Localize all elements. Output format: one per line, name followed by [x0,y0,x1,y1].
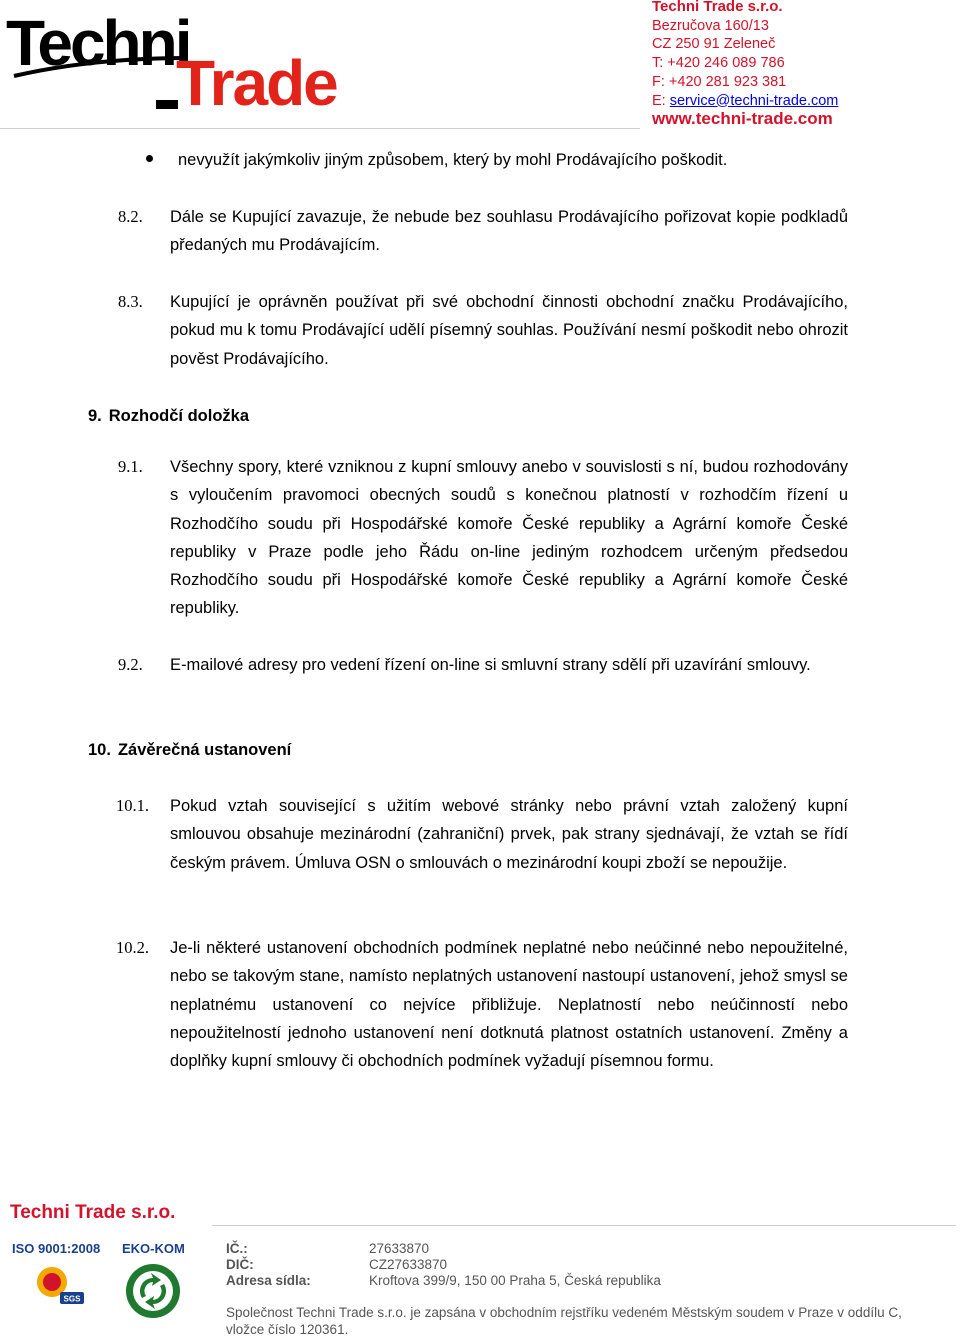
footer-address-value: Kroftova 399/9, 150 00 Praha 5, Česká republika [369,1273,661,1288]
header-phone: T: +420 246 089 786 [652,55,785,72]
header-city: CZ 250 91 Zeleneč [652,36,776,53]
sgs-certification-icon [30,1262,86,1308]
section-number-10: 10. [88,741,111,759]
clause-text-10-1: Pokud vztah související s užitím webové stránky nebo právní vztah založený kupní smlouvou obsahuje mezinárodní (zahraniční) prvek, pak strany sjednávají, že vztah se řídí českým právem. Úmluva OSN o smlouvách o mezinárodní koupi zboží se nepoužije. [170,797,848,872]
header-divider [0,128,640,129]
header-contact-block [652,0,952,129]
header-website[interactable]: www.techni-trade.com [652,109,833,129]
footer-dic-label: DIČ: [226,1257,254,1272]
sgs-badge-text: SGS [63,1294,81,1304]
clause-number-9-1: 9.1. [118,457,143,476]
bullet-item: nevyužít jakýmkoliv jiným způsobem, který by mohl Prodávajícího poškodit. [178,151,728,169]
clause-text-10-2: Je-li některé ustanovení obchodních podmínek neplatné nebo neúčinné nebo nepoužitelné, nebo se takovým stane, namísto neplatných ustanovení nastoupí ustanovení, jehož smysl se neplatnému ustanovení co nejvíce přibližuje. Neplatností nebo neúčinností nebo nepoužitelností jednoho ustanovení není dotknutá platnost ostatních ustanovení. Změny a doplňky kupní smlouvy či obchodních podmínek vyžadují písemnou formu. [170,939,848,1071]
eko-kom-recycling-icon [124,1262,182,1320]
logo-word-trade: Trade [176,47,337,119]
iso-certification-label: ISO 9001:2008 [12,1241,101,1256]
header-fax: F: +420 281 923 381 [652,73,787,90]
section-number-9: 9. [88,407,102,425]
footer-divider [212,1225,956,1226]
footer-registration-note: Společnost Techni Trade s.r.o. je zapsána v obchodním rejstříku vedeném Městským soudem v Praze v oddílu C, vložce číslo 120361. [226,1305,902,1337]
techni-trade-logo [6,7,356,119]
eko-kom-label: EKO-KOM [122,1241,185,1256]
clause-text-8-3: Kupující je oprávněn používat při své obchodní činnosti obchodní značku Prodávajícího, pokud mu k tomu Prodávající udělí písemný souhlas. Používání nesmí poškodit nebo ohrozit pověst Prodávajícího. [170,293,848,368]
bullet-icon [146,155,153,162]
clause-text-8-2: Dále se Kupující zavazuje, že nebude bez souhlasu Prodávajícího pořizovat kopie podkladů předaných mu Prodávajícím. [170,208,848,255]
section-heading-10 [88,736,291,764]
clause-number-10-2: 10.2. [116,938,149,957]
footer-dic-value: CZ27633870 [369,1257,448,1272]
footer-ic-label: IČ.: [226,1241,248,1256]
clause-number-10-1: 10.1. [116,796,149,815]
footer-address-label: Adresa sídla: [226,1273,311,1288]
clause-number-8-2: 8.2. [118,207,143,226]
section-title-9: Rozhodčí doložka [108,407,250,425]
header-email-label: E: [652,92,670,109]
clause-number-9-2: 9.2. [118,655,143,674]
header-email-row [652,92,952,111]
header-company-name: Techni Trade s.r.o. [652,0,783,15]
footer-company-name: Techni Trade s.r.o. [10,1202,176,1223]
clause-text-9-2: E-mailové adresy pro vedení řízení on-line si smluvní strany sdělí při uzavírání smlouvy. [170,656,811,674]
section-heading-9 [88,402,249,430]
header-street: Bezručova 160/13 [652,17,769,34]
clause-number-8-3: 8.3. [118,292,143,311]
section-title-10: Závěrečná ustanovení [117,741,292,759]
clause-text-9-1: Všechny spory, které vzniknou z kupní smlouvy anebo v souvislosti s ní, budou rozhodovány s vyloučením pravomoci obecných soudů s konečnou platností v rozhodčím řízení u Rozhodčího soudu při Hospodářské komoře České republiky a Agrární komoře České republiky v Praze podle jeho Řádu on-line jediným rozhodcem určeným předsedou Rozhodčího soudu při Hospodářské komoře České republiky a Agrární komoře České republiky. [170,458,848,618]
footer-ic-value: 27633870 [369,1241,430,1256]
header-email-link[interactable]: service@techni-trade.com [669,92,839,109]
logo-word-techni: Techni [6,7,190,79]
